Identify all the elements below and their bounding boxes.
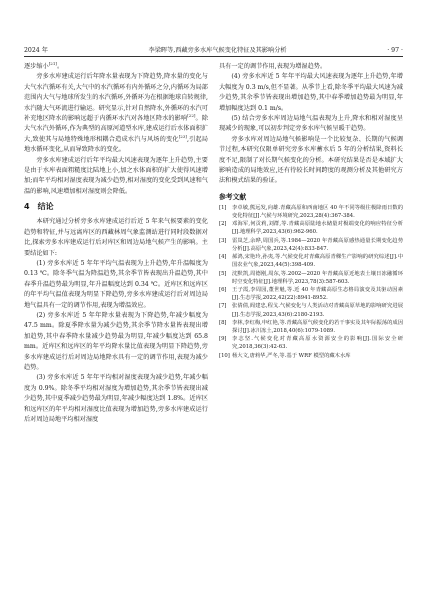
conclusion-item: (2) 旁多水库近 5 年年降水量表现为下降趋势,年减少幅度为 47.5 mm。除夏季降水量为减少趋势,其余季节降水量皆表现出增加趋势,其中春季降水量减少趋势最为明显,年减少幅度达到 65.8 mm。近库区和远库区的年平均降水量比值表现为明显下降趋势,旁多水库建成运行后对周边局地降水具有一定的调节作用,表现为减少趋势。 [24, 311, 208, 371]
paragraph: 具有一定的调节作用,表现为增湿趋势。 [219, 63, 327, 70]
conclusion-item: (1) 旁多水库近 5 年年平均气温表现为上升趋势,年升温幅度为 0.13 ℃。除冬季气温为降温趋势,其余季节皆表现出升温趋势,其中春季升温趋势最为明显,年升温幅度达到 0.34 ℃。近库区和远库区的年平均气温值表现为明显下降趋势,旁多水库建成运行后对周边局地气温具有一定的调节作用,表现为增温效应。 [24, 259, 208, 309]
reference-item: [7] 张倩倩,阎建忠,程戈.气候变化与人类活动对青藏高原草地的影响研究进展[J].生态学报,2023,43(6):2180-2193. [219, 303, 403, 318]
right-column [219, 62, 403, 595]
reference-item: [1] 李卓敏,熊远发,向雄.青藏高原和西南地区 40 年不同等级往极降雨日数的变化特征[J].气候与环境研究,2023,28(4):367-384. [219, 204, 403, 220]
header-year: 2024 年 [24, 47, 48, 54]
reference-item: [10] 杨大文,唐莉华,严冬,等.基于 WRF 模型的藏木水库 [219, 352, 351, 359]
conclusion-item: (5) 结合旁多水库周边局地气温表现为上升,降水和相对湿度呈现减少的现象,可以初步判定旁多水库气候呈暖干趋势。 [219, 115, 403, 133]
section-heading: 4 结论 [24, 202, 54, 212]
reference-item: [2] 邓海军,何贡莉,刘群,等.青藏高原陆地水储量对极端变化的响应特征分析[J].地理科学,2023,43(6):962-960. [219, 221, 403, 236]
header-title: 李梁晖等,西藏旁多水库气候变化特征及其影响分析 [148, 47, 287, 54]
reference-item: [8] 李林,李红梅,申红艳,等.青藏高原气候变化的若干事实及其年际振荡的成因探讨[J].冰川冻土,2018,40(6):1079-1089. [219, 319, 403, 334]
conclusion-item: (3) 旁多水库近 5 年年平均相对湿度表现为减少趋势,年减少幅度为 0.9%。除冬季平均相对湿度为增加趋势,其余季节皆表现出减少趋势,其中夏季减少趋势最为明显,年减少幅度达到 1.8%。近库区和远库区的年平均相对湿度比值表现为增加趋势,旁多水库建成运行后对周边局地平均相对湿度 [24, 374, 208, 423]
paragraph: 旁多水库建成运行后年平均最大风速表现为逐年上升趋势,主要是由于水库表面粗糙度比陆地上小,加之水体面积的扩大使得风速增加;而年平均相对湿度表现为减少趋势,相对湿度的变化受到风速和气温的影响,风速增加相对湿度则会降低。 [24, 156, 208, 195]
paragraph: 逐步缩小[21]。 [24, 62, 64, 70]
paragraph: 本研究通过分析旁多水库建成运行后近 5 年来气候要素的变化趋势和特征,并与远离库区的西藏林周气象监测站进行同时段数据对比,探索旁多水库建成运行后对库区和周边局地气候产生的影响。主要结论如下: [24, 218, 208, 257]
paragraph: 旁多水库对周边局地气候影响是一个比较复杂、长期的气候调节过程,本研究仅限单研究旁多水库蓄水后 5 年的分析结果,资料长度不足,限制了对长期气候变化的分析。本研究结果是否是本域扩大影响造成的局地效应,还有待较长时间跨度的观测分析及其他研究方法和模式结果的验证。 [219, 135, 403, 185]
conclusion-item: (4) 旁多水库近 5 年年平均最大风速表现为逐年上升趋势,年增大幅度为 0.3 m/s,但不显著。从季节上看,除冬季平均最大风速为减少趋势,其余季节皆表现出增加趋势,其中春季增加趋势最为明显,年增加幅度达到 0.1 m/s。 [219, 73, 403, 112]
running-header [24, 42, 403, 57]
paragraph: 旁多水库建成运行后年降水量表现为下降趋势,降水量的变化与大气水汽循环有关,大气中的水汽循环有内外循环之分,内循环为局部范围内大气与地球所发生的水汽循环,外循环为在根据地球自转规律,水汽随大气环流进行输运。研究显示,针对自然降水,外循环的水汽可补充地区降水的影响远超于内循环水汽对各地区降水的影响[22]。除大气水汽外循环,作为典型的高原河道型水库,建成运行后水体面积扩大,致使其与局地特殊地形相耦合造成水汽与风场的变化[23],引起局地水循环变化,从而导致降水的变化。 [24, 73, 208, 154]
left-column [24, 62, 208, 595]
reference-item: [9] 李志坚.气候变化对青藏高原水资源安全的影响[J].国际安全研究,2018,36(3):42-63. [219, 336, 403, 351]
reference-list [219, 204, 403, 360]
reference-item: [6] 王子霞,李周园,董世魁,等.近 40 年青藏高原生态格局演变及其驱动因素[J].生态学报,2022,42(22):8941-8952. [219, 286, 403, 302]
references-heading: 参考文献 [219, 192, 247, 201]
page-number: · 97 · [387, 47, 403, 54]
reference-item: [3] 雷岚芝,余晔,周国兵,等.1984—2020 年青藏高原感热通量长期变化趋势分析[J].高原气象,2023,42(4):833-847. [219, 237, 403, 252]
reference-item: [4] 郝鸿,宋艳玲,孙夷,等.气候变化对青藏高原青稞生产影响的研究综述[J].中国农业气象,2023,44(5):398-409. [219, 254, 403, 269]
body-columns [24, 62, 403, 595]
reference-item: [5] 沈默凯,周德刚,周东,等.2002—2020 年青藏高原近地表土壤日冻融循环时空变化特征[J].地理科学,2023,78(3):587-603. [219, 270, 403, 285]
